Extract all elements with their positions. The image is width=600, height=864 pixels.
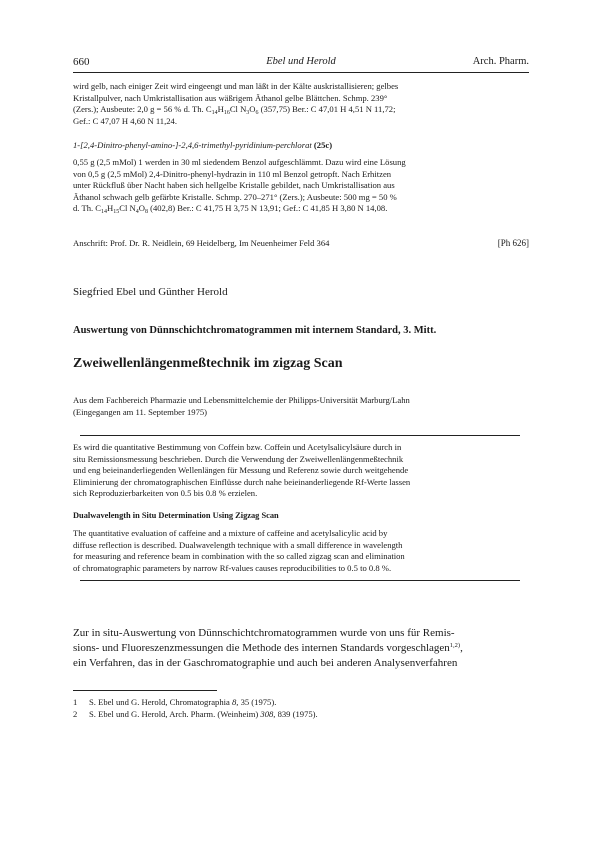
affiliation-line: Aus dem Fachbereich Pharmazie und Lebensmittelchemie der Philipps-Universität Marburg/Lahn: [73, 395, 410, 405]
text-line: Äthanol schwach gelb gefärbte Kristalle. Schmp. 270–271° (Zers.); Ausbeute: 500 mg = 50 %: [73, 191, 397, 202]
footnotes: [73, 696, 533, 720]
journal-name: Arch. Pharm.: [472, 56, 529, 67]
abstract-rule-bottom: [80, 580, 520, 581]
text-line: sich Reproduzierbarkeiten von 0.5 bis 0.8 % erzielen.: [73, 488, 258, 499]
text-line: von 0,5 g (2,5 mMol) 2,4-Dinitro-phenyl-hydrazin in 110 ml Benzol getropft. Nach Erhitzen: [73, 168, 392, 179]
compound-number: (25c): [313, 140, 333, 150]
text-line: unter Rückfluß über Nacht haben sich hellgelbe Kristalle gebildet, nach Umkristallisation aus: [73, 180, 395, 191]
running-header: [73, 56, 529, 70]
text-line: diffuse reflection is described. Dualwavelength technique with a small difference in wavelength: [73, 539, 403, 550]
text-line: Eliminierung der chromatographischen Einflüsse durch nahe beieinanderliegende Rf-Werte lassen: [73, 476, 411, 487]
text-line: of chromatographic parameters by narrow Rf-values causes reproducibilities to 0.5 to 0.8 %.: [73, 562, 392, 573]
article-subtitle: Auswertung von Dünnschichtchromatogrammen mit internem Standard, 3. Mitt.: [73, 325, 437, 336]
abstract-english: [73, 528, 533, 574]
text-line: Gef.: C 47,07 H 4,60 N 11,24.: [73, 115, 177, 126]
affiliation: [73, 395, 543, 418]
text-line: situ Remissionsmessung beschrieben. Durch die Verwendung der Zweiwellenlängenmeßtechnik: [73, 453, 404, 464]
text-line: wird gelb, nach einiger Zeit wird eingeengt und man läßt in der Kälte auskristallisieren; gelbes: [73, 81, 399, 91]
footnote: 1 S. Ebel und G. Herold, Chromatographia 8, 35 (1975).: [73, 697, 277, 707]
text-line: ein Verfahren, das in der Gaschromatographie und auch bei anderen Analysenverfahren: [73, 657, 458, 670]
running-title: Ebel und Herold: [266, 56, 336, 67]
received-date: (Eingegangen am 11. September 1975): [73, 406, 208, 417]
continuation-paragraph: [73, 81, 533, 127]
text-line: Kristallpulver, nach Umkristallisation aus wäßrigem Äthanol gelbe Blättchen. Schmp. 239°: [73, 92, 388, 103]
abstract-rule-top: [80, 435, 520, 436]
article-title: Zweiwellenlängenmeßtechnik im zigzag Scan: [73, 356, 343, 371]
text-line: Zur in situ-Auswertung von Dünnschichtchromatogrammen wurde von uns für Remis-: [73, 627, 455, 639]
article-authors: Siegfried Ebel und Günther Herold: [73, 286, 228, 298]
page-number: 660: [73, 56, 90, 68]
footnote-rule: [73, 690, 217, 691]
compound-paragraph: [73, 157, 533, 215]
footnote: 2 S. Ebel und G. Herold, Arch. Pharm. (Weinheim) 308, 839 (1975).: [73, 709, 318, 719]
reference-code: [Ph 626]: [497, 238, 529, 248]
footnote-ref: 1,2): [449, 642, 461, 650]
text-line: sions- und Fluoreszenzmessungen die Methode des internen Standards vorgeschlagen$^{1,2)}$,: [73, 642, 463, 655]
header-rule: [73, 72, 529, 73]
formula-line: d. Th. $C_{14}H_{15}Cl$ $N_4O_8$ (402,8) Ber.: C 41,75 H 3,75 N 13,91; Gef.: C 41,85 H 3,80 N 14,08.: [73, 203, 388, 216]
address-text: Anschrift: Prof. Dr. R. Neidlein, 69 Heidelberg, Im Neuenheimer Feld 364: [73, 238, 330, 248]
text-line: und eng beieinanderliegenden Wellenlängen für Messung und Referenz sowie durch weitgehende: [73, 465, 409, 476]
address-line: [73, 238, 529, 252]
compound-name: 1-[2,4-Dinitro-phenyl-amino-]-2,4,6-trimethyl-pyridinium-perchlorat: [73, 140, 312, 150]
text-line: 0,55 g (2,5 mMol) 1 werden in 30 ml siedendem Benzol aufgeschlämmt. Dazu wird eine Lösung: [73, 157, 406, 167]
abstract-german: [73, 442, 533, 500]
formula-line: (Zers.); Ausbeute: 2,0 g = 56 % d. Th. $C_{14}H_{16}Cl$ $N_3O_6$ (357,75) Ber.: C 47,01 H 4,51 N 11,72;: [73, 104, 396, 117]
body-paragraph: [73, 626, 533, 672]
text-line: Es wird die quantitative Bestimmung von Coffein bzw. Coffein und Acetylsalicylsäure durch in: [73, 442, 402, 452]
text-line: for measuring and reference beam in combination with the so called zigzag scan and elimination: [73, 551, 405, 562]
abstract-english-heading: Dualwavelength in Situ Determination Using Zigzag Scan: [73, 511, 279, 520]
text-line: The quantitative evaluation of caffeine and a mixture of caffeine and acetylsalicylic acid by: [73, 528, 388, 538]
compound-heading: [73, 140, 533, 150]
